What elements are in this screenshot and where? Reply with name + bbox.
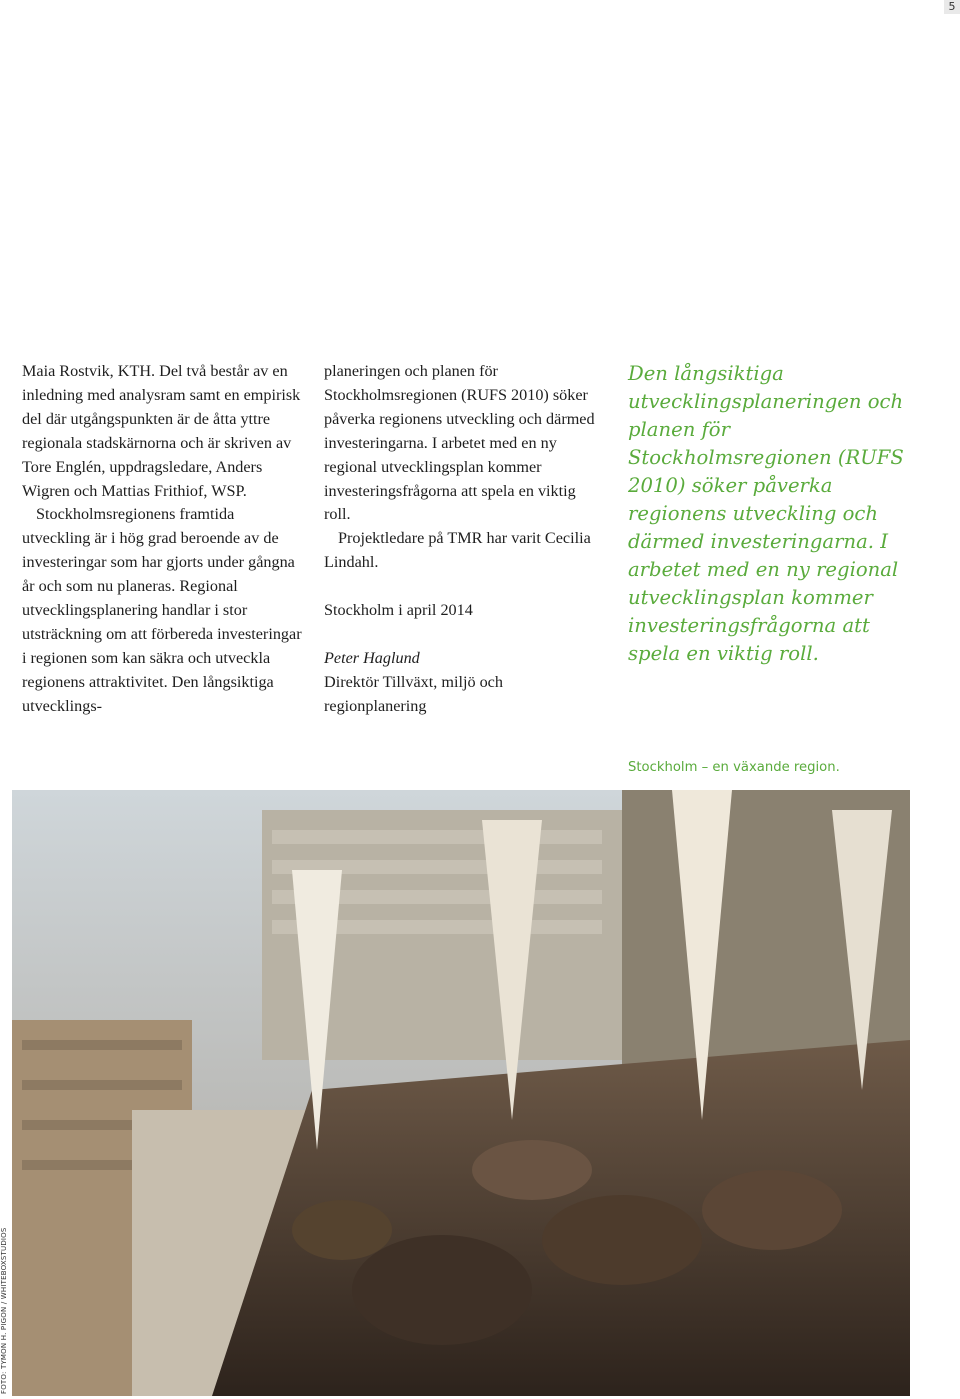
city-photo-illustration <box>12 790 910 1396</box>
photo-credit: FOTO: TYMON H. PIGON / WHITEBOXSTUDIOS <box>0 1227 8 1394</box>
paragraph-investments: Stockholmsregionens framtida utveckling är i hög grad beroende av de investeringar som har gjorts under gångna år och som nu planeras. Regional utvecklingsplanering handlar i stor utsträckning om att förbereda investeringar i regionen som kan säkra och utveckla regionens attraktivitet. Den långsiktiga utvecklings- <box>22 505 302 715</box>
spacer <box>324 575 604 599</box>
body-column-left <box>22 360 304 719</box>
signature-title: Direktör Tillväxt, miljö och regionplanering <box>324 672 503 715</box>
spacer <box>324 623 604 647</box>
body-column-middle <box>324 360 604 719</box>
paragraph-project-lead: Projektledare på TMR har varit Cecilia Lindahl. <box>324 529 591 572</box>
photo-caption: Stockholm – en växande region. <box>628 760 840 775</box>
paragraph-authors: Maia Rostvik, KTH. Del två består av en inledning med analysram samt en empirisk del där utgångspunkten är de åtta yttre regionala stadskärnorna och är skriven av Tore Englén, uppdragsledare, Anders Wigren och Mattias Frithiof, WSP. <box>22 362 301 500</box>
place-date: Stockholm i april 2014 <box>324 601 473 620</box>
paragraph-rufs: planeringen och planen för Stockholmsregionen (RUFS 2010) söker påverka regionens utveckling och därmed investeringarna. I arbetet med en ny regional utvecklingsplan kommer investeringsfrågorna att spela en viktig roll. <box>324 362 595 524</box>
city-photo <box>12 790 910 1396</box>
signature-name: Peter Haglund <box>324 648 420 667</box>
page-number: 5 <box>944 0 960 14</box>
pull-quote: Den långsiktiga utvecklingsplaneringen och planen för Stockholmsregionen (RUFS 2010) söker påverka regionens utveckling och därmed investeringarna. I arbetet med en ny regional utvecklingsplan kommer investeringsfrågorna att spela en viktig roll. <box>628 362 904 665</box>
